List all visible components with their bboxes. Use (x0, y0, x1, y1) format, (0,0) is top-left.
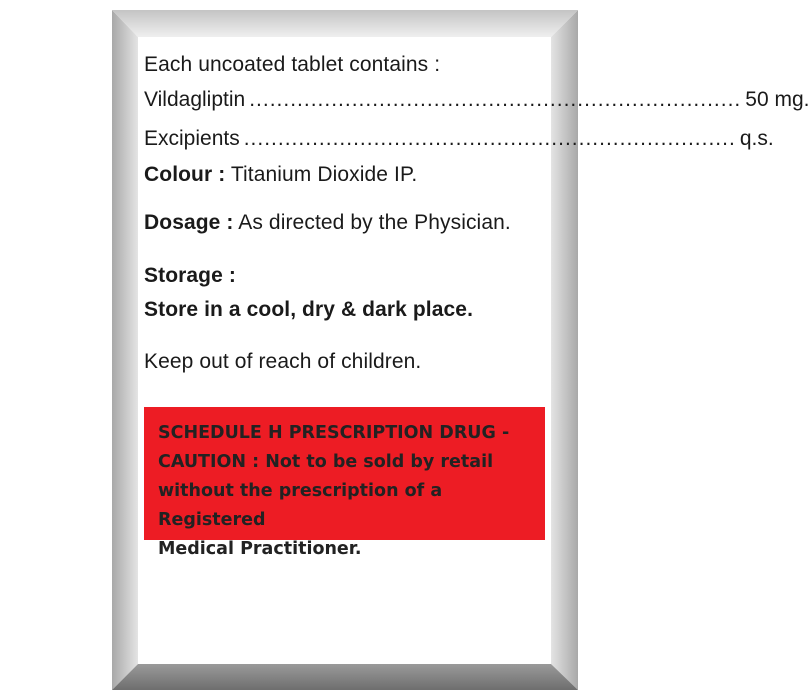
ingredient-row (144, 127, 774, 151)
ingredient-amount: 50 mg. (745, 88, 809, 111)
ingredient-name: Excipients (144, 127, 240, 150)
composition-header: Each uncoated tablet contains : (144, 53, 441, 76)
ingredient-row (144, 88, 809, 112)
schedule-h-warning-box (144, 407, 545, 559)
warning-line: SCHEDULE H PRESCRIPTION DRUG - (158, 423, 510, 443)
right-bevel (551, 10, 578, 690)
dosage-line (144, 211, 511, 235)
dosage-label: Dosage : (144, 211, 234, 234)
ingredient-name: Vildagliptin (144, 88, 246, 111)
colour-value: Titanium Dioxide IP. (230, 163, 418, 186)
left-bevel (112, 10, 138, 690)
leader-dots: ........................................................................ (249, 88, 742, 111)
ingredient-amount: q.s. (739, 127, 774, 150)
leader-dots: ........................................................................ (243, 127, 736, 150)
colour-line (144, 163, 417, 187)
dosage-value: As directed by the Physician. (238, 211, 511, 234)
bottom-bevel (112, 664, 578, 690)
warning-line: Medical Practitioner. (158, 539, 362, 559)
colour-label: Colour : (144, 163, 226, 186)
storage-label: Storage : (144, 264, 236, 287)
warning-line: without the prescription of a Registered (158, 481, 443, 530)
storage-value: Store in a cool, dry & dark place. (144, 298, 474, 321)
top-bevel (112, 10, 578, 37)
keep-out-notice: Keep out of reach of children. (144, 350, 422, 373)
warning-line: CAUTION : Not to be sold by retail (158, 452, 494, 472)
